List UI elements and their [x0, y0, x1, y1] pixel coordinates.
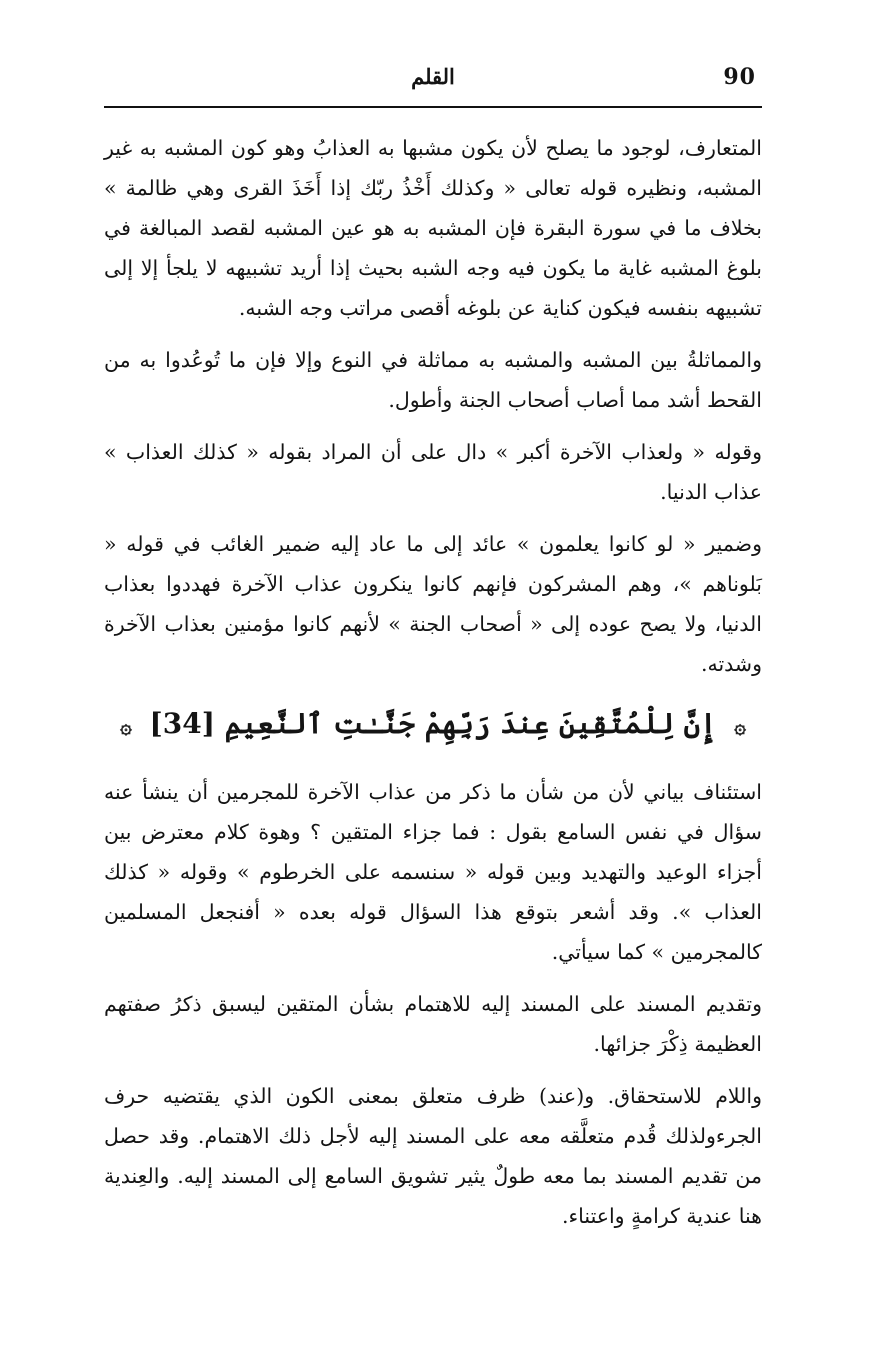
page-header: [104, 62, 762, 102]
paragraph: وضمير « لو كانوا يعلمون » عائد إلى ما عاد إليه ضمير الغائب في قوله « بَلوناهم »، وهم المشركون فإنهم كانوا ينكرون عذاب الآخرة فهددوا بعذاب الدنيا، ولا يصح عوده إلى « أصحاب الجنة » لأنهم كانوا مؤمنين بعذاب الآخرة وشدته.: [104, 532, 762, 676]
page-number: 90: [723, 64, 756, 90]
paragraph: والمماثلةُ بين المشبه والمشبه به مماثلة في النوع وإلا فإن ما تُوعُدوا به من القحط أشد مما أصاب أصحاب الجنة وأطول.: [104, 348, 762, 412]
verse-text: إِنَّ لِلْمُتَّقِينَ عِندَ رَبِّهِمْ جَنَّـٰتِ ٱلنَّعِيمِ: [224, 707, 717, 740]
paragraph: استئناف بياني لأن من شأن ما ذكر من عذاب الآخرة للمجرمين أن ينشأ عنه سؤال في نفس السامع بقول : فما جزاء المتقين ؟ وهوة كلام معترض بين أجزاء الوعيد والتهديد وبين قوله « سنسمه على الخرطوم » وقوله « كذلك العذاب ». وقد أشعر بتوقع هذا السؤال قوله بعده « أفنجعل المسلمين كالمجرمين » كما سيأتي.: [104, 779, 762, 964]
running-title: القلم: [411, 64, 455, 89]
verse-ornament-icon: ۞: [120, 713, 132, 738]
verse-number: [34]: [149, 707, 215, 740]
verse-ornament-icon: ۞: [734, 713, 746, 738]
body-text: [104, 128, 762, 1248]
header-rule: [104, 106, 762, 108]
paragraph: وتقديم المسند على المسند إليه للاهتمام بشأن المتقين ليسبق ذكرُ صفتهم العظيمة ذِكْرَ جزائها.: [104, 991, 762, 1056]
paragraph: واللام للاستحقاق. و(عند) ظرف متعلق بمعنى الكون الذي يقتضيه حرف الجرءولذلك قُدم متعلَّقه معه على المسند إليه لأجل ذلك الاهتمام. وقد حصل من تقديم المسند بما معه طولٌ يثير تشويق السامع إلى المسند إليه. والعِندية هنا عندية كرامةٍ واعتناء.: [104, 1083, 762, 1228]
paragraph: وقوله « ولعذاب الآخرة أكبر » دال على أن المراد بقوله « كذلك العذاب » عذاب الدنيا.: [104, 440, 762, 504]
paragraph: المتعارف، لوجود ما يصلح لأن يكون مشبها به العذابُ وهو كون المشبه به غير المشبه، ونظيره قوله تعالى « وكذلك أَخْذُ ربّك إذا أَخَذَ القرى وهي ظالمة » بخلاف ما في سورة البقرة فإن المشبه به هو عين المشبه لقصد المبالغة في بلوغ المشبه غاية ما يكون فيه وجه الشبه بحيث إذا أريد تشبيهه لا يلجأ إلا إلى تشبيهه بنفسه فيكون كناية عن بلوغه أقصى مراتب وجه الشبه.: [104, 136, 762, 320]
quran-verse: [104, 696, 762, 754]
